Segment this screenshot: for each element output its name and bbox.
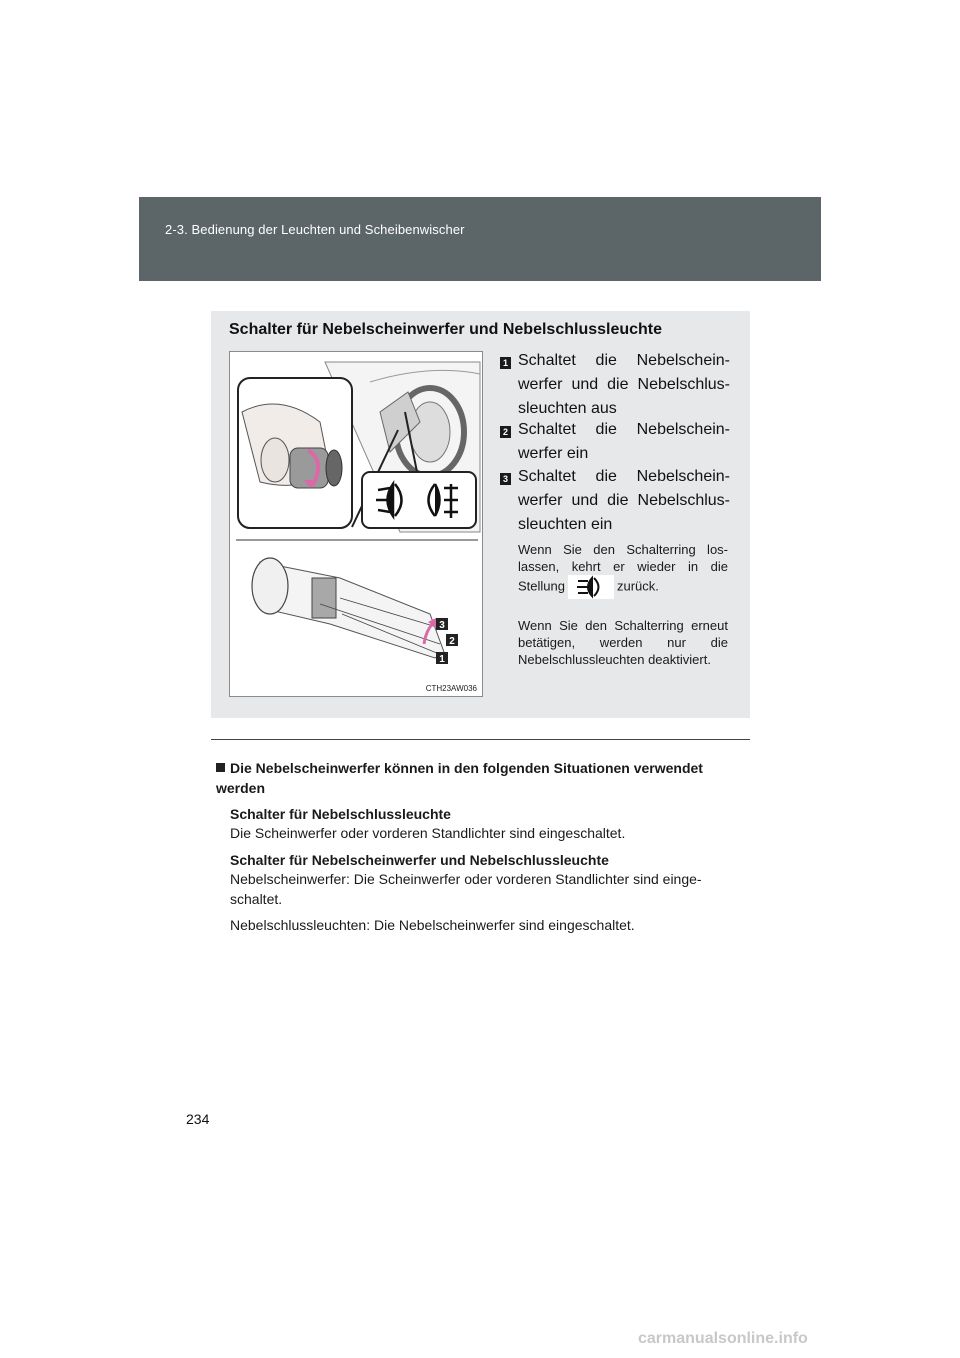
step-text: Schaltet die Nebelschein-werfer ein [518,421,730,462]
note-release [518,541,728,599]
section-title: 2-3. Bedienung der Leuchten und Scheibenwischer [165,222,465,237]
sub1-title: Schalter für Nebelschlussleuchte [230,806,451,822]
step-text: Schaltet die Nebelschein-werfer und die Nebelschlus-sleuchten ein [518,468,730,533]
footer-watermark: carmanualsonline.info [638,1330,808,1347]
divider [211,739,750,740]
section-heading [216,758,750,798]
note-text-end: zurück. [616,578,659,594]
switch-drawing [230,352,483,697]
step-number-badge: 2 [500,426,511,438]
step-number-badge: 3 [500,473,511,485]
note-text: Wenn Sie den Schalterring los-lassen, kehrt er wieder in die Stellung [518,542,728,594]
sub2-title: Schalter für Nebelscheinwerfer und Nebelschlussleuchte [230,852,609,868]
svg-text:2: 2 [449,636,455,647]
svg-text:3: 3 [439,620,445,631]
svg-text:1: 1 [439,654,445,665]
front-fog-light-icon [568,575,614,599]
sub2-text: Nebelscheinwerfer: Die Scheinwerfer oder vorderen Standlichter sind einge-schaltet. [230,871,702,907]
note-reactivate: Wenn Sie den Schalterring erneut betätigen, werden nur die Nebelschlussleuchten deaktiviert. [518,618,728,667]
figure-code: CTH23AW036 [425,684,477,693]
section-header [139,197,821,281]
step-text: Schaltet die Nebelschein-werfer und die Nebelschlus-sleuchten aus [518,352,730,417]
step-number-badge: 1 [500,357,511,369]
square-bullet-icon [216,763,225,772]
sub1-text: Die Scheinwerfer oder vorderen Standlichter sind eingeschaltet. [230,825,626,841]
sub3-text: Nebelschlussleuchten: Die Nebelscheinwerfer sind eingeschaltet. [230,917,635,933]
section-heading-text: Die Nebelscheinwerfer können in den folgenden Situationen verwendet werden [216,760,703,796]
page-number: 234 [186,1111,210,1127]
box-title: Schalter für Nebelscheinwerfer und Nebelschlussleuchte [229,321,663,338]
fog-light-switch-box [211,311,750,718]
switch-illustration [229,351,483,697]
